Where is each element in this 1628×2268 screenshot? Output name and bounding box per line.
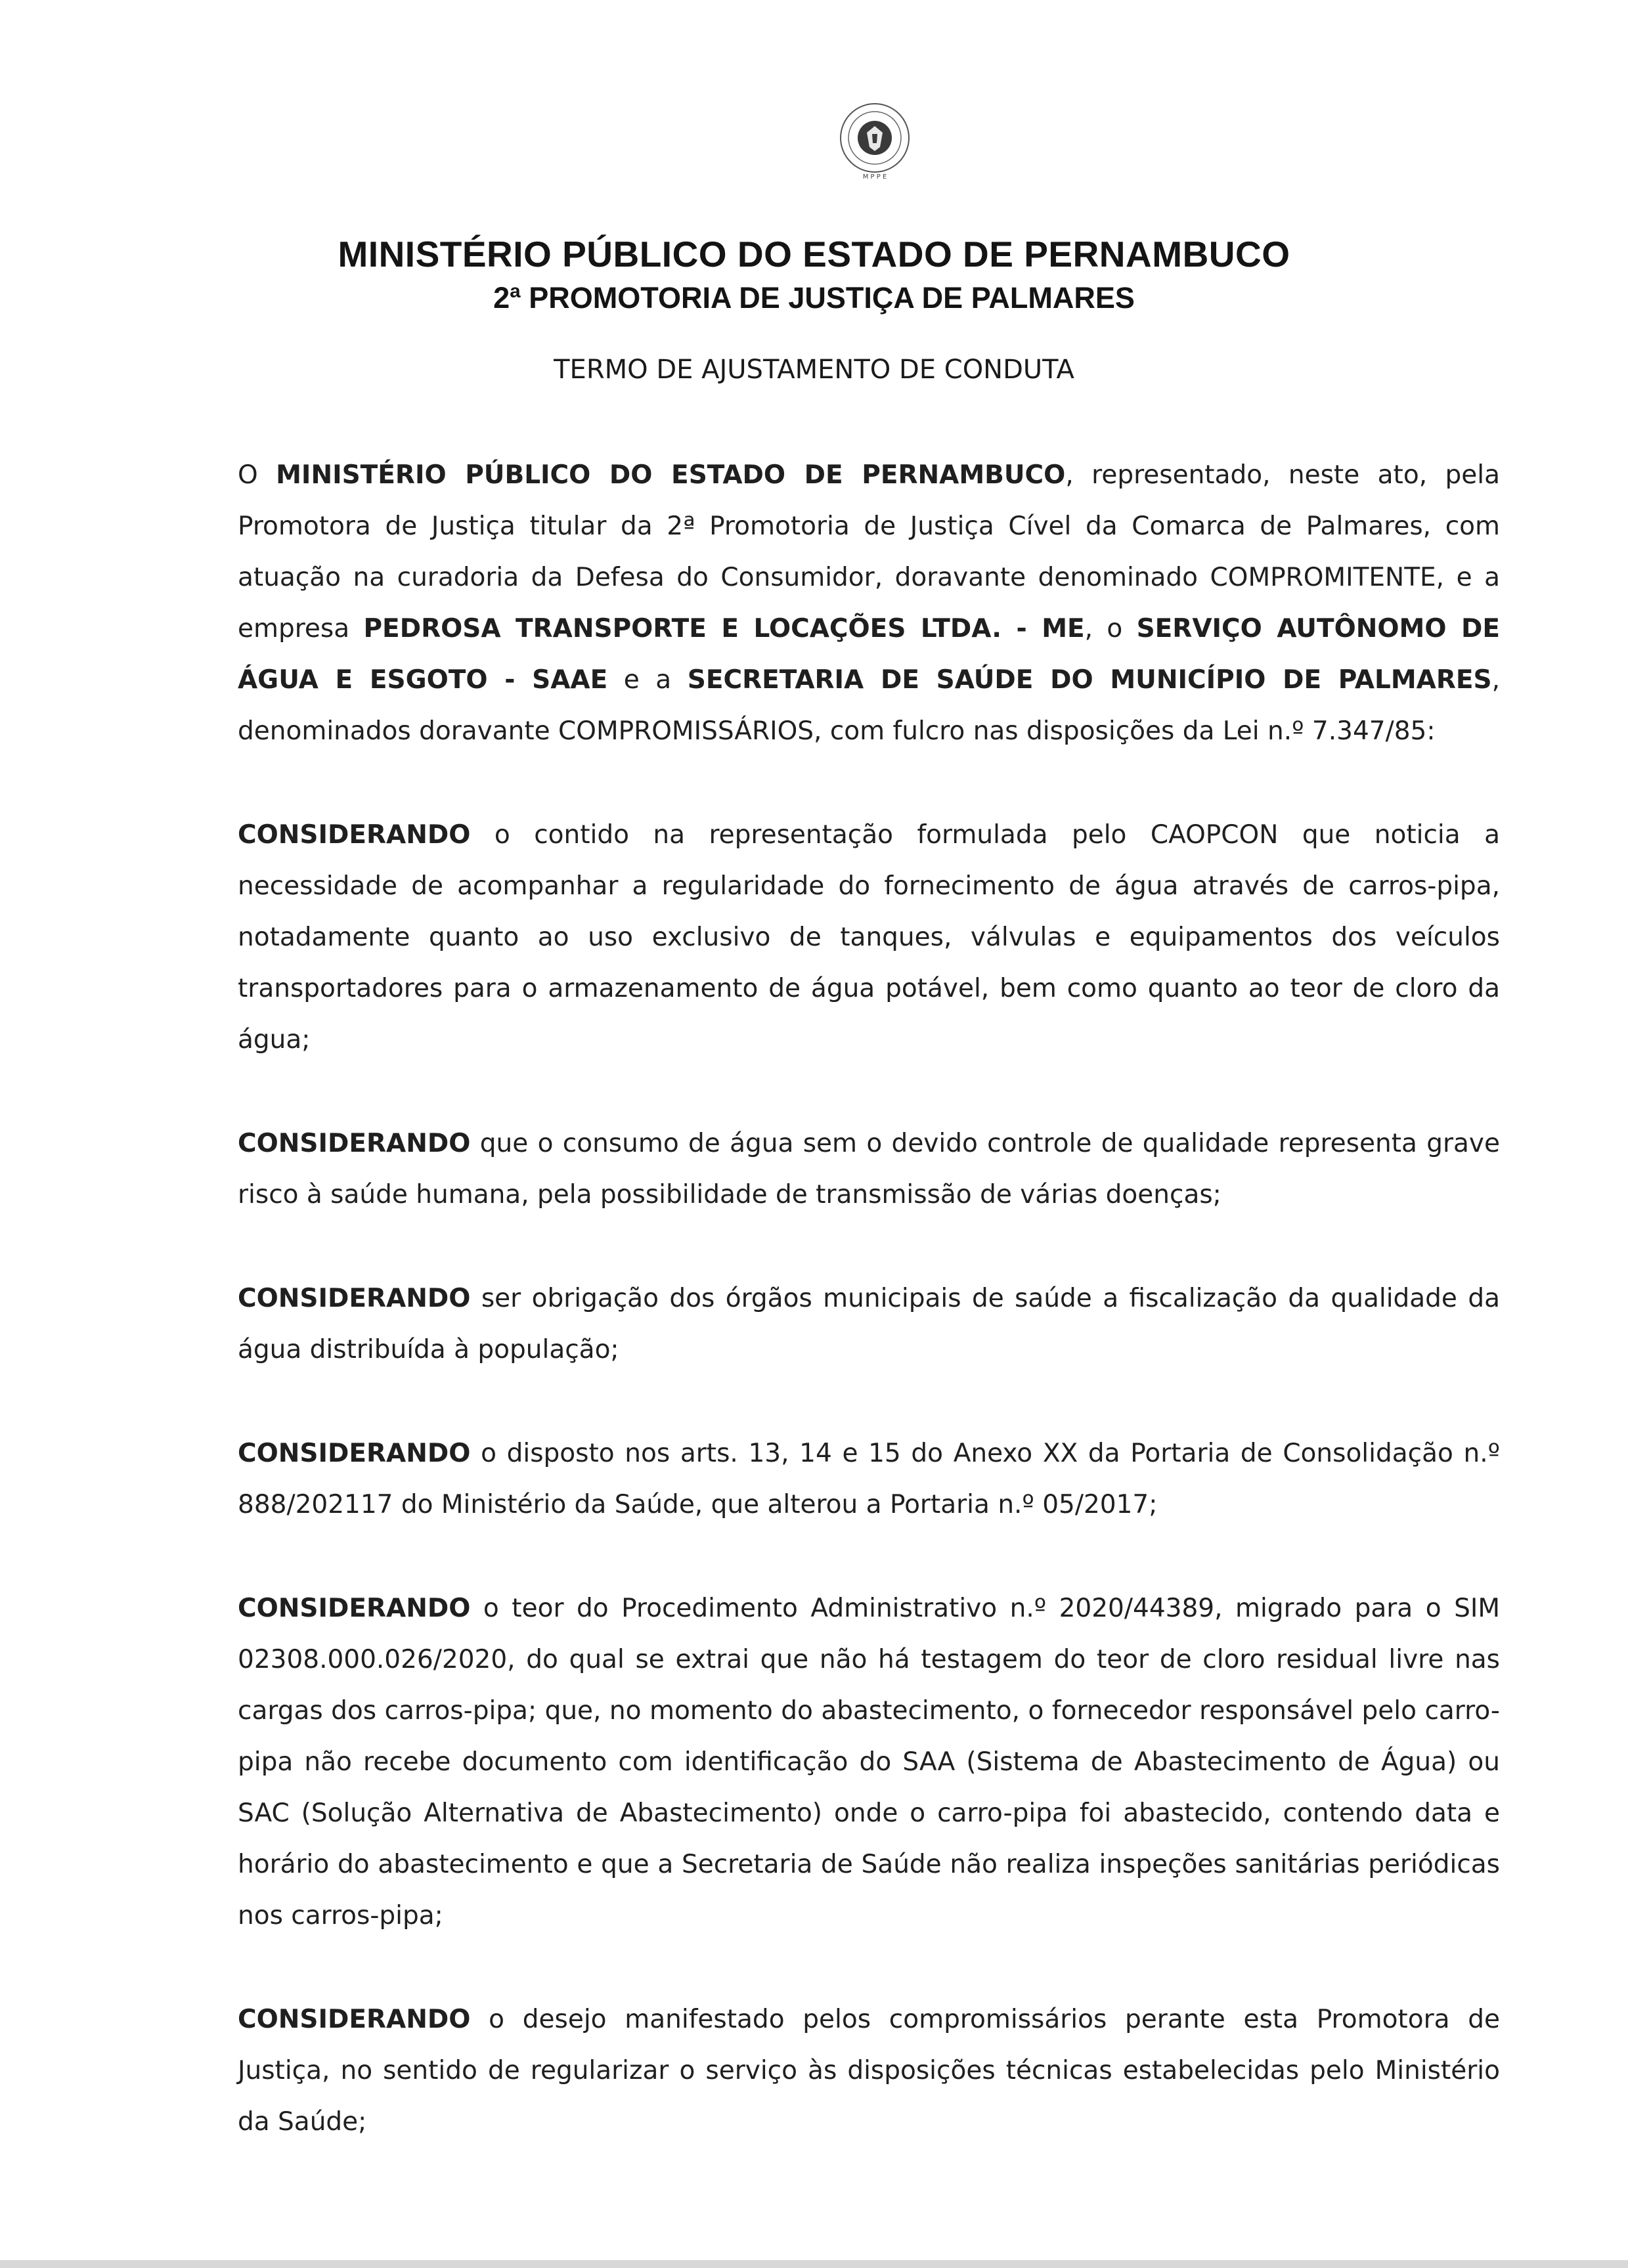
considerando-text: o disposto nos arts. 13, 14 e 15 do Anexo XX da Portaria de Consolidação n.º 888/202117 do Ministério da Saúde, que alterou a Portaria n.º 05/2017; [238,1439,1500,1519]
considerando-keyword: CONSIDERANDO [238,1594,471,1623]
considerando-paragraph [238,1273,1500,1376]
considerando-paragraph [238,1994,1500,2148]
considerando-paragraph [238,1118,1500,1221]
considerando-text: que o consumo de água sem o devido controle de qualidade representa grave risco à saúde humana, pela possibilidade de transmissão de várias doenças; [238,1129,1500,1210]
document-body [238,450,1500,2200]
considerando-paragraph [238,810,1500,1066]
considerando-text: o teor do Procedimento Administrativo n.º 2020/44389, migrado para o SIM 02308.000.026/2020, do qual se extrai que não há testagem do teor de cloro residual livre nas cargas dos carros-pipa; que, no momento do abastecimento, o fornecedor responsável pelo carro-pipa não recebe documento com identificação do SAA (Sistema de Abastecimento de Água) ou SAC (Solução Alternativa de Abastecimento) onde o carro-pipa foi abastecido, contendo data e horário do abastecimento e que a Secretaria de Saúde não realiza inspeções sanitárias periódicas nos carros-pipa; [238,1594,1500,1930]
considerando-paragraph [238,1428,1500,1531]
considerando-paragraph [238,1583,1500,1942]
considerando-keyword: CONSIDERANDO [238,820,471,850]
intro-paragraph [238,450,1500,757]
considerando-keyword: CONSIDERANDO [238,1439,471,1468]
intro-text-a: , representado, neste ato, pela Promotora de Justiça titular da 2ª Promotoria de Justiça Cível da Comarca de Palmares, com atuação na curadoria da Defesa do Consumidor, doravante denominado COMPROMITENTE, e a empresa [238,460,1500,643]
secretaria-name: SECRETARIA DE SAÚDE DO MUNICÍPIO DE PALMARES [687,665,1492,695]
considerando-keyword: CONSIDERANDO [238,1284,471,1313]
page-bottom-edge [0,2260,1628,2268]
institution-heading: MINISTÉRIO PÚBLICO DO ESTADO DE PERNAMBUCO [338,234,1290,274]
considerando-text: o desejo manifestado pelos compromissários perante esta Promotora de Justiça, no sentido de regularizar o serviço às disposições técnicas estabelecidas pelo Ministério da Saúde; [238,2005,1500,2137]
considerando-text: ser obrigação dos órgãos municipais de saúde a fiscalização da qualidade da água distribuída à população; [238,1284,1500,1364]
office-subheading: 2ª PROMOTORIA DE JUSTIÇA DE PALMARES [493,281,1135,315]
intro-prefix: O [238,460,276,490]
intro-text-c: e a [607,665,688,695]
compromitente-name: MINISTÉRIO PÚBLICO DO ESTADO DE PERNAMBUCO [276,460,1066,490]
svg-text:M P P E: M P P E [862,173,887,181]
saae-name: SERVIÇO AUTÔNOMO DE ÁGUA E ESGOTO - SAAE [238,614,1500,695]
document-title: TERMO DE AJUSTAMENTO DE CONDUTA [554,355,1074,385]
intro-text-d: , denominados doravante COMPROMISSÁRIOS, com fulcro nas disposições da Lei n.º 7.347/85: [238,665,1500,746]
mppe-seal-icon [835,97,914,183]
considerando-keyword: CONSIDERANDO [238,2005,471,2034]
considerando-keyword: CONSIDERANDO [238,1129,471,1158]
intro-text-b: , o [1084,614,1137,643]
company-name: PEDROSA TRANSPORTE E LOCAÇÕES LTDA. - ME [363,614,1085,643]
considerando-text: o contido na representação formulada pelo CAOPCON que noticia a necessidade de acompanhar a regularidade do fornecimento de água através de carros-pipa, notadamente quanto ao uso exclusivo de tanques, válvulas e equipamentos dos veículos transportadores para o armazenamento de água potável, bem como quanto ao teor de cloro da água; [238,820,1500,1055]
